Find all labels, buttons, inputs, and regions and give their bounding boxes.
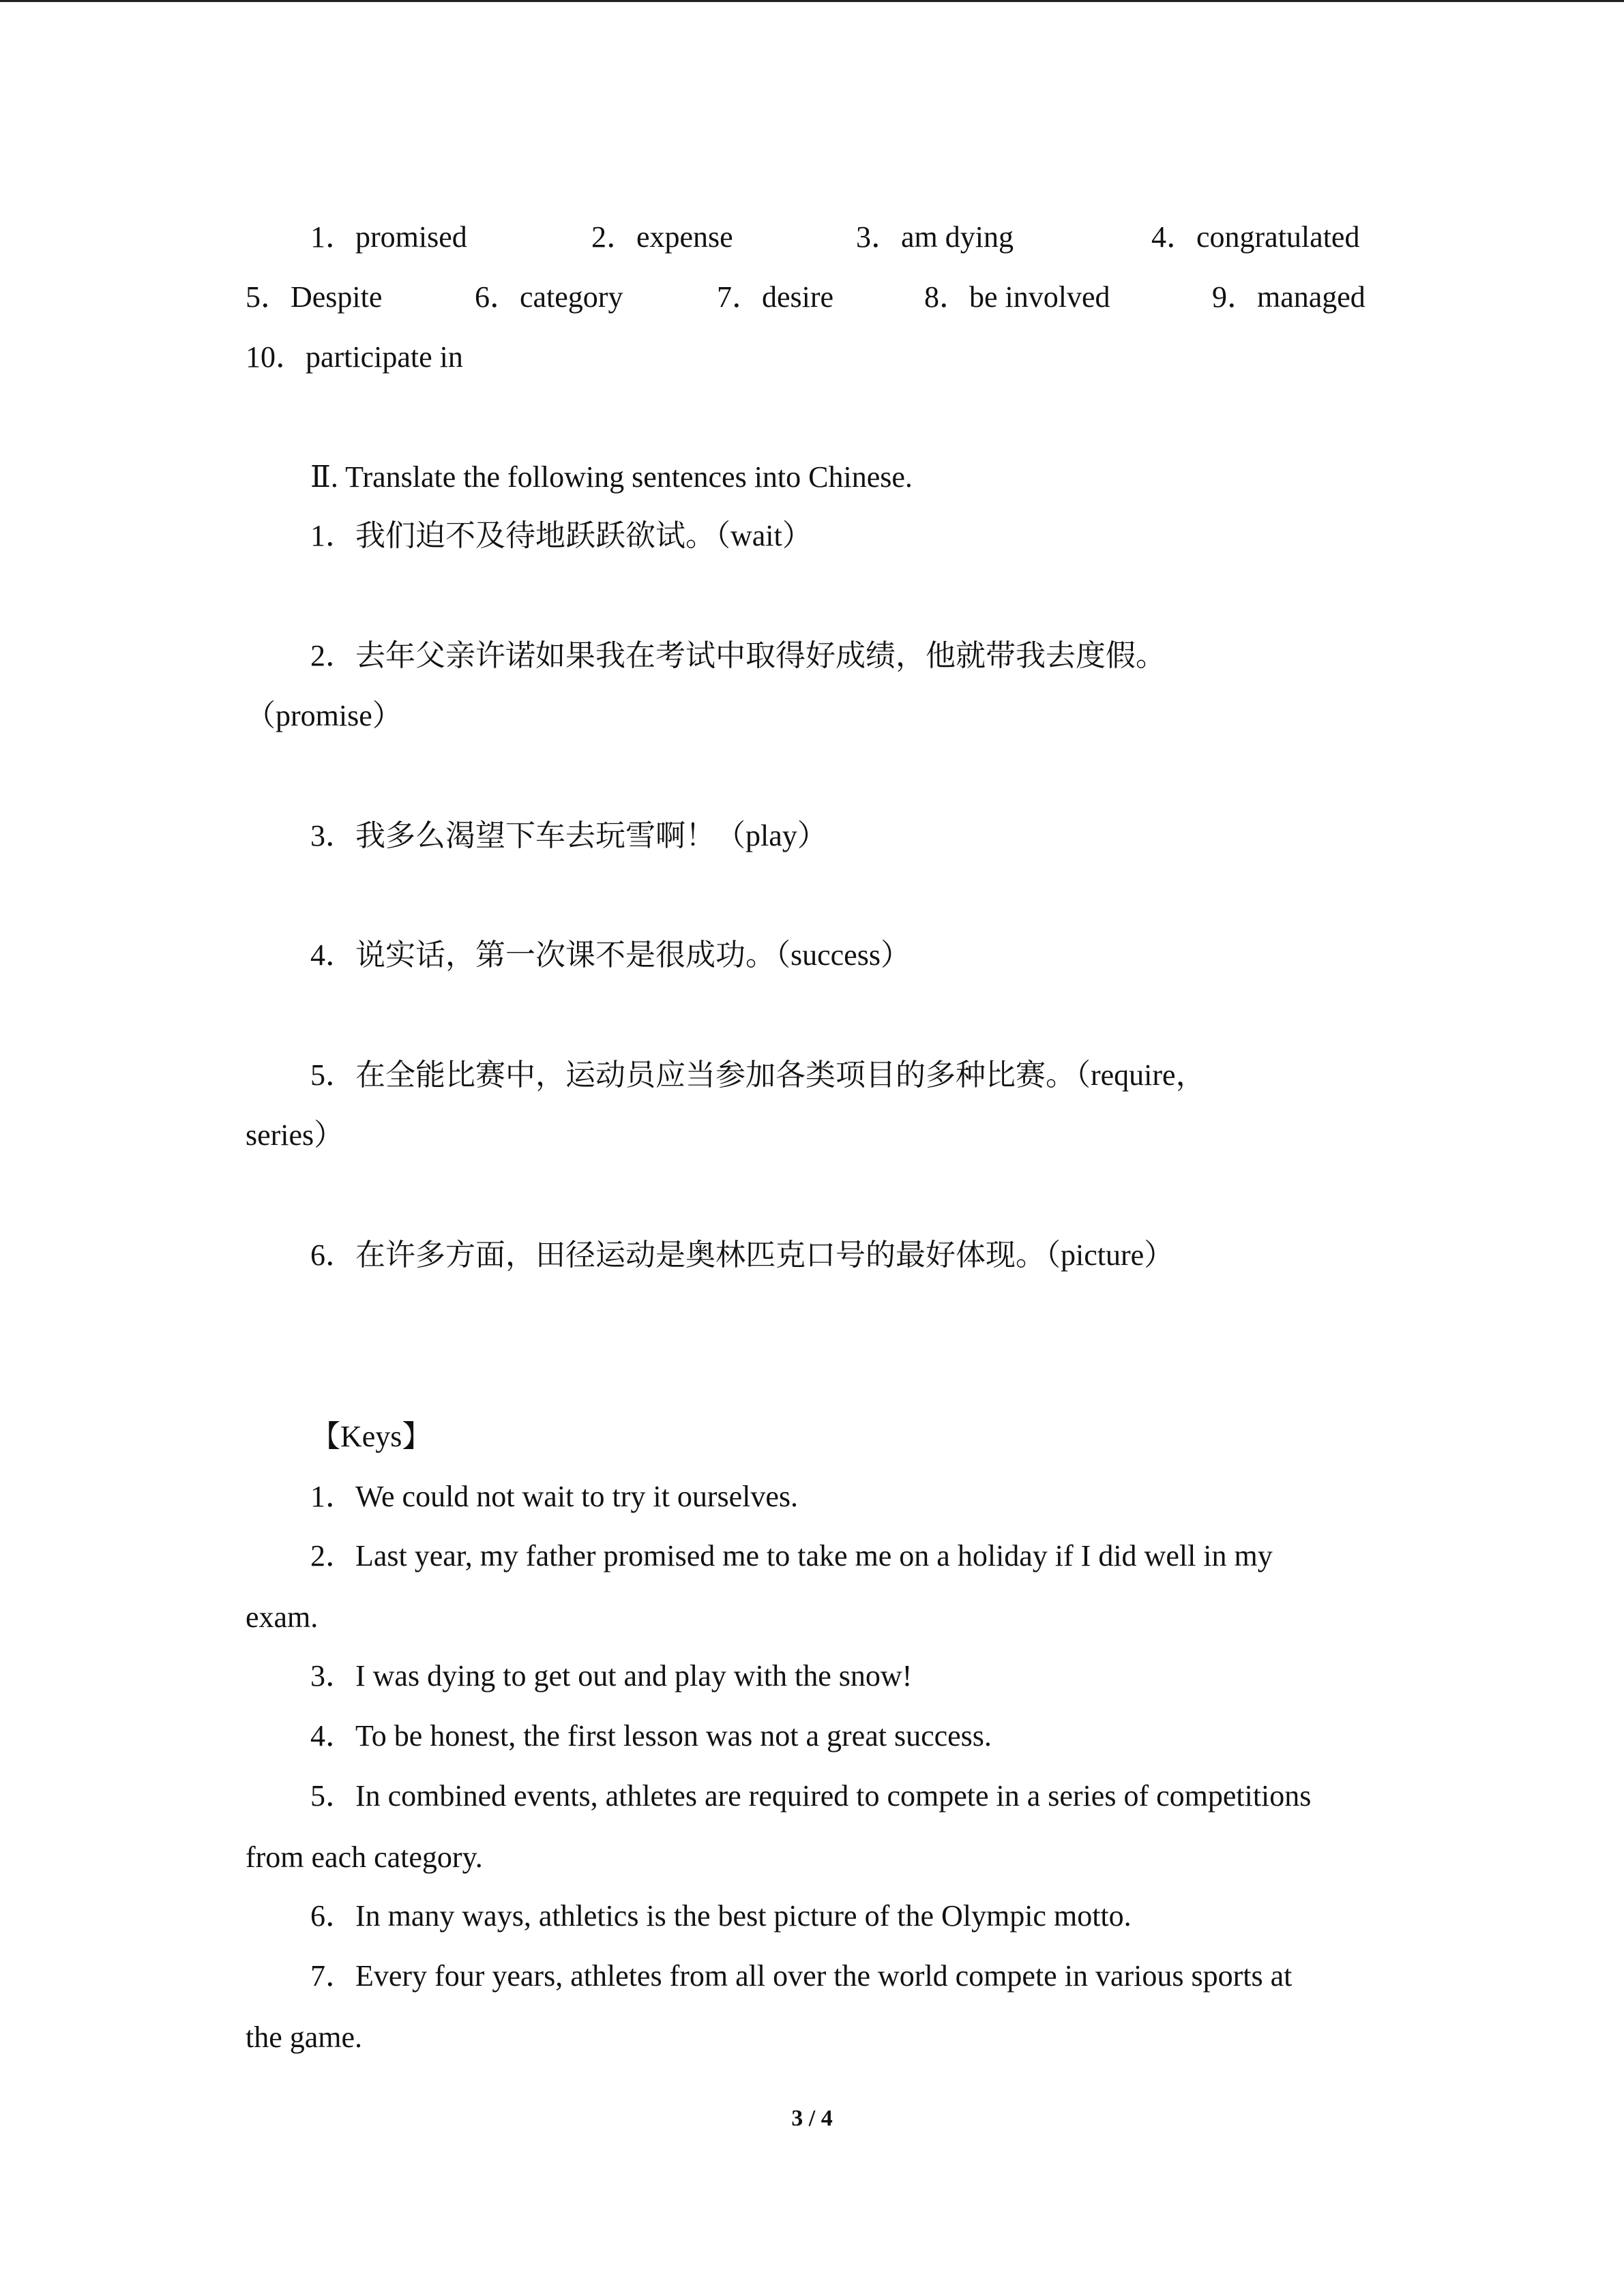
key-1: 1．We could not wait to try it ourselves. bbox=[310, 1480, 798, 1513]
page-number: 3 / 4 bbox=[791, 2106, 833, 2131]
translate-question-6: 6．在许多方面，田径运动是奥林匹克口号的最好体现。（picture） bbox=[310, 1238, 1175, 1272]
vocab-answer-7: 7．desire bbox=[717, 280, 834, 314]
translate-question-1: 1．我们迫不及待地跃跃欲试。（wait） bbox=[310, 519, 812, 552]
vocab-answer-10: 10．participate in bbox=[246, 340, 463, 374]
vocab-answer-6: 6．category bbox=[475, 280, 623, 314]
translate-question-4: 4．说实话，第一次课不是很成功。（success） bbox=[310, 938, 911, 972]
key-3: 3．I was dying to get out and play with the snow! bbox=[310, 1659, 913, 1693]
translate-question-2: 2．去年父亲许诺如果我在考试中取得好成绩，他就带我去度假。 bbox=[310, 639, 1166, 672]
vocab-answer-8: 8．be involved bbox=[924, 280, 1110, 314]
vocab-answer-9: 9．managed bbox=[1212, 280, 1365, 314]
vocab-answer-1: 1．promised bbox=[310, 220, 467, 254]
key-2-cont: exam. bbox=[246, 1600, 319, 1634]
translate-question-5: 5．在全能比赛中，运动员应当参加各类项目的多种比赛。（require， bbox=[310, 1058, 1206, 1092]
key-7: 7．Every four years, athletes from all over the world compete in various sports at bbox=[310, 1959, 1293, 1993]
key-5: 5．In combined events, athletes are required to compete in a series of competitions bbox=[310, 1779, 1312, 1813]
section-heading: Ⅱ. Translate the following sentences into Chinese. bbox=[310, 460, 913, 494]
key-5-cont: from each category. bbox=[246, 1840, 483, 1874]
translate-question-5-cont: series） bbox=[246, 1118, 344, 1152]
vocab-answer-5: 5．Despite bbox=[246, 280, 383, 314]
key-2: 2．Last year, my father promised me to take me on a holiday if I did well in my bbox=[310, 1539, 1273, 1572]
translate-question-3: 3．我多么渴望下车去玩雪啊！（play） bbox=[310, 819, 827, 852]
key-4: 4．To be honest, the first lesson was not a great success. bbox=[310, 1719, 992, 1753]
vocab-answer-4: 4．congratulated bbox=[1151, 220, 1360, 254]
keys-heading: 【Keys】 bbox=[310, 1420, 432, 1453]
key-7-cont: the game. bbox=[246, 2021, 363, 2054]
translate-question-2-cont: （promise） bbox=[246, 699, 402, 732]
key-6: 6．In many ways, athletics is the best picture of the Olympic motto. bbox=[310, 1899, 1132, 1933]
vocab-answer-2: 2．expense bbox=[591, 220, 733, 254]
vocab-answer-3: 3．am dying bbox=[856, 220, 1014, 254]
